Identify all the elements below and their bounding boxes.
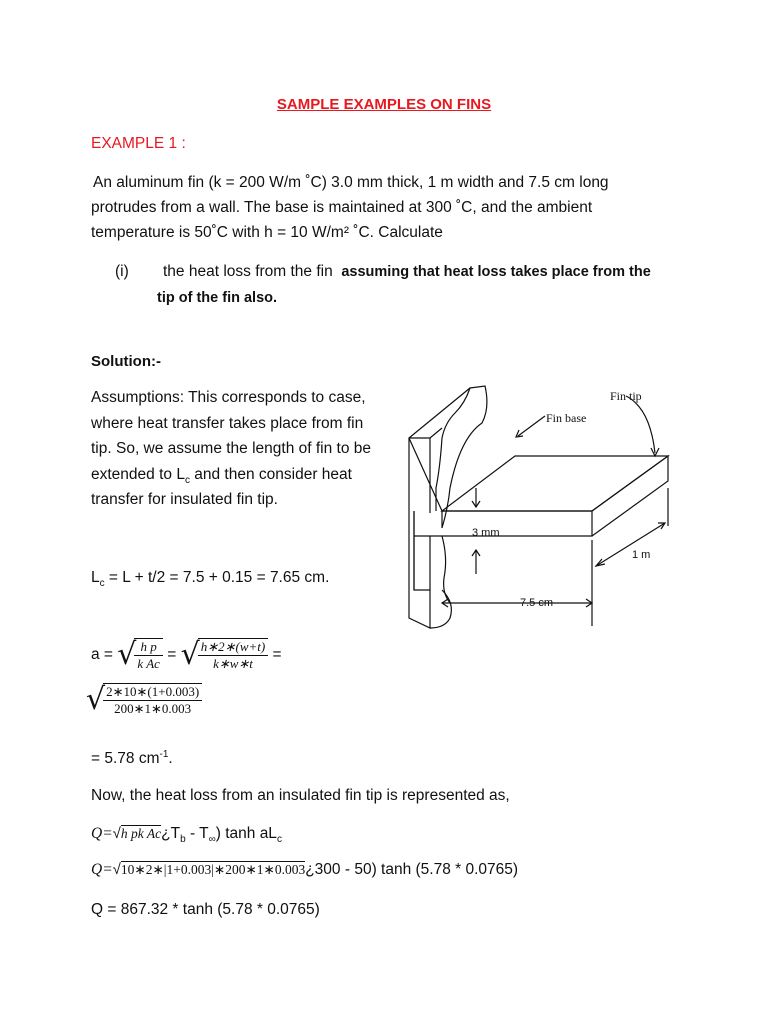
assumptions-line-5: transfer for insulated fin tip.	[91, 491, 278, 508]
label-fin-tip: Fin tip	[610, 389, 642, 403]
solution-heading: Solution:-	[91, 353, 161, 370]
item-line-2: tip of the fin also.	[157, 290, 278, 306]
q-equation-3: Q = 867.32 * tanh (5.78 * 0.0765)	[91, 901, 320, 918]
page-title: SAMPLE EXAMPLES ON FINS	[276, 96, 492, 113]
example-heading: EXAMPLE 1 :	[91, 135, 186, 152]
lc-equation: $L_c = L + t/2 = 7.5 + 0.15 = 7.65$ cm.	[91, 569, 330, 590]
q-equation-2: Q=√10∗2∗|1+0.003|∗200∗1∗0.003¿300 - 50) tanh (5.78 * 0.0765)	[91, 861, 519, 878]
label-width: 1 m	[632, 549, 651, 561]
assumptions-line-1: Assumptions: This corresponds to case,	[91, 389, 366, 406]
a-equation-numeric: √ $\frac{2∗10∗(1+0.003)}{200∗1∗0.003}$	[86, 683, 202, 717]
heat-intro: Now, the heat loss from an insulated fin tip is represented as,	[91, 787, 510, 804]
radical-expanded: √ $\frac{h∗2∗(w+t)}{k∗w∗t}$	[181, 638, 269, 672]
assumptions-line-4: extended to $L_c$ and then consider heat	[91, 466, 352, 487]
assumptions-line-2: where heat transfer takes place from fin	[91, 415, 364, 432]
fin-diagram	[400, 378, 680, 640]
q-equation-1: Q=√h pk $Ac¿T_b - T_\infty$) $\tanh aL_c$	[91, 825, 282, 846]
item-text-bold: assuming that heat loss takes place from the	[341, 264, 651, 280]
item-text-plain: the heat loss from the fin	[163, 263, 333, 280]
problem-line-2: protrudes from a wall. The base is maintained at 300 ˚C, and the ambient	[91, 199, 593, 216]
fin-front-face	[442, 511, 592, 536]
a-equation: a = √ $\frac{\text{h p}}{\text{k Ac}}$ = √ $\frac{h∗2∗(w+t)}{k∗w∗t}$ =	[91, 637, 282, 672]
problem-line-1: An aluminum fin (k = 200 W/m ˚C) 3.0 mm thick, 1 m width and 7.5 cm long	[93, 174, 609, 191]
label-length: 7.5 cm	[520, 597, 554, 609]
item-marker: (i)	[115, 263, 129, 280]
problem-line-3: temperature is 50˚C with h = 10 W/m² ˚C. Calculate	[91, 224, 443, 241]
label-thickness: 3 mm	[472, 527, 500, 539]
assumptions-line-3: tip. So, we assume the length of fin to be	[91, 440, 372, 457]
label-fin-base: Fin base	[546, 411, 587, 425]
a-prefix: a =	[91, 646, 113, 664]
result-a: = 5.78 $cm^{-1}$.	[91, 749, 173, 768]
radical-hp-kac: √ $\frac{\text{h p}}{\text{k Ac}}$	[117, 638, 163, 672]
fin-right-face	[592, 456, 668, 536]
item-line-1	[163, 259, 651, 285]
